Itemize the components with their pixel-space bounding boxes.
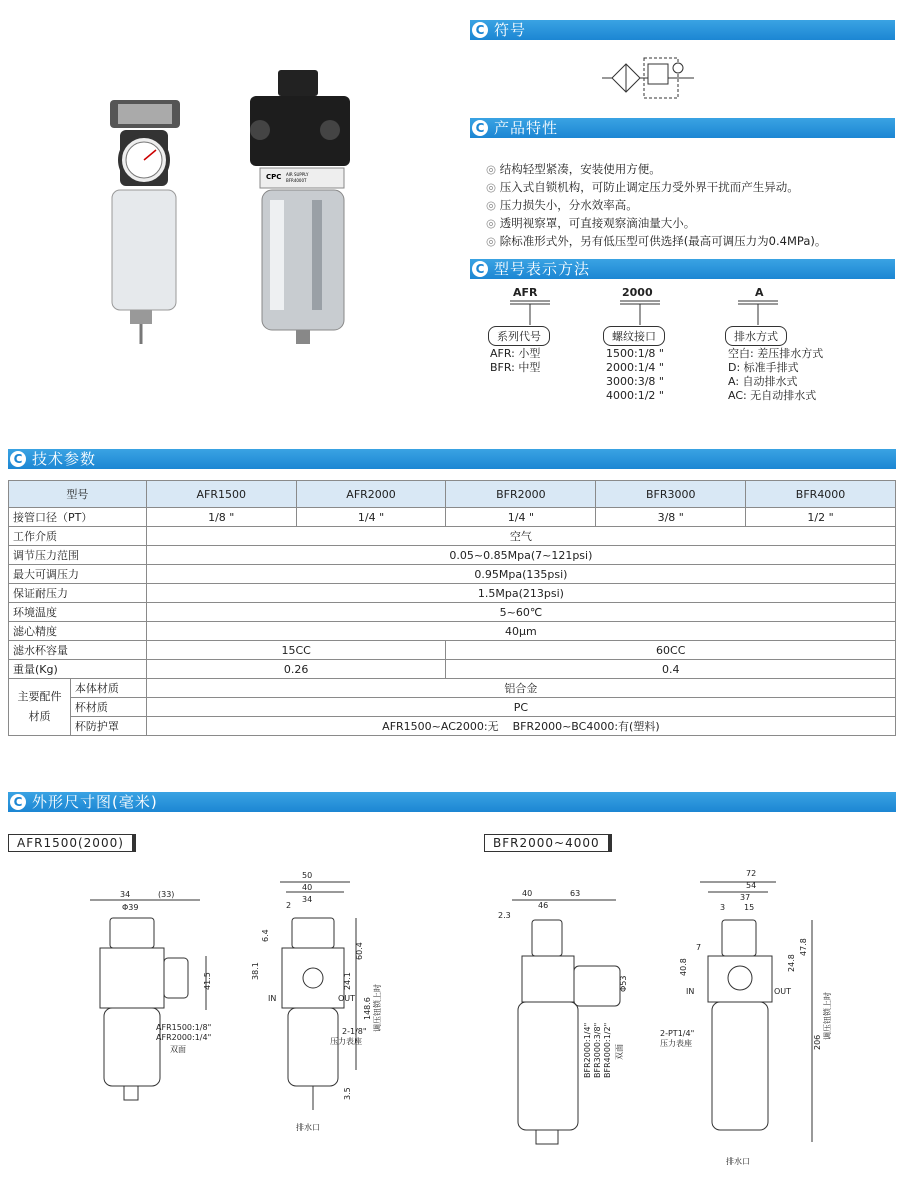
dimension-drawings (60, 860, 900, 1172)
table-row: 保证耐压力 1.5Mpa(213psi) (9, 584, 896, 603)
table-row: 杯材质 PC (9, 698, 896, 717)
features-list (486, 160, 896, 250)
dim-40: 40 (302, 883, 313, 892)
dim-60-4: 60.4 (355, 942, 364, 960)
dim-drain: 排水口 (296, 1123, 320, 1132)
drain-list: 空白: 差压排水方式 D: 标准手排式 A: 自动排水式 AC: 无自动排水式 (728, 347, 824, 402)
dim-double-b: 双面 (615, 1044, 624, 1060)
dim-lock-note: 调压钮锁上时 (373, 984, 382, 1032)
c-badge-icon: C (472, 120, 488, 136)
dim-3-5: 3.5 (343, 1087, 352, 1100)
dim-15: 15 (744, 903, 755, 912)
dim-phi53: Φ53 (619, 975, 628, 992)
table-row: 重量(Kg) 0.26 0.4 (9, 660, 896, 679)
dim-63: 63 (570, 889, 581, 898)
table-row: 环境温度 5~60℃ (9, 603, 896, 622)
c-badge-icon: C (472, 22, 488, 38)
dim-47-8: 47.8 (799, 938, 808, 956)
series-list: AFR: 小型 BFR: 中型 (490, 347, 541, 374)
spec-table (8, 480, 896, 736)
features-title: 产品特性 (494, 119, 559, 137)
model-code-series: AFR (513, 286, 538, 299)
model-code-thread: 2000 (622, 286, 653, 299)
dims-title: 外形尺寸图(毫米) (32, 793, 158, 811)
dim-in: IN (268, 994, 277, 1003)
features-header (470, 118, 895, 138)
dim-port-1500: AFR1500:1/8" (156, 1023, 212, 1032)
model-title: 型号表示方法 (494, 260, 591, 278)
afr-front-drawing (90, 900, 206, 1100)
model-header (470, 259, 895, 279)
table-row: 最大可调压力 0.95Mpa(135psi) (9, 565, 896, 584)
dim-6-4: 6.4 (261, 929, 270, 942)
spec-header (8, 449, 896, 469)
dim-50: 50 (302, 871, 313, 880)
spec-title: 技术参数 (32, 450, 97, 468)
dim-pt-b: 2-PT1/4" (660, 1029, 695, 1038)
dim-2: 2 (286, 901, 292, 910)
c-badge-icon: C (10, 451, 26, 467)
dim-24-8: 24.8 (787, 954, 796, 972)
table-row: 滤心精度 40μm (9, 622, 896, 641)
box-drain: 排水方式 (725, 326, 787, 346)
dim-54: 54 (746, 881, 757, 890)
dim-drain-b: 排水口 (726, 1157, 750, 1166)
dim-lock-note-b: 调压钮锁上时 (823, 992, 832, 1040)
dim-37: 37 (740, 893, 751, 902)
dim-phi39: Φ39 (122, 903, 139, 912)
bfr-side-drawing (700, 882, 812, 1142)
thread-list: 1500:1/8 " 2000:1/4 " 3000:3/8 " 4000:1/2 " (606, 347, 664, 402)
dim-3: 3 (720, 903, 726, 912)
box-thread: 螺纹接口 (603, 326, 665, 346)
symbol-title: 符号 (494, 21, 527, 39)
dim-gauge-seat: 压力表座 (330, 1037, 362, 1046)
box-series: 系列代号 (488, 326, 550, 346)
dim-double: 双面 (170, 1045, 186, 1054)
c-badge-icon: C (10, 794, 26, 810)
table-row: 接管口径（PT） 1/8 " 1/4 " 1/4 " 3/8 " 1/2 " (9, 508, 896, 527)
dim-206: 206 (813, 1034, 822, 1050)
photo-label1: AIR SUPPLY (286, 172, 309, 177)
dim-gauge-seat-b: 压力表座 (660, 1039, 692, 1048)
feature-item: ◎ 压入式自锁机构，可防止调定压力受外界干扰而产生异动。 (486, 178, 896, 196)
dim-pt: 2-1/8" (342, 1027, 367, 1036)
table-row: 工作介质 空气 (9, 527, 896, 546)
dim-33: (33) (158, 890, 175, 899)
bfr-unit (250, 70, 350, 344)
dim-40b: 40 (522, 889, 533, 898)
dim-41-5: 41.5 (203, 972, 212, 990)
tag-afr: AFR1500(2000) (8, 834, 133, 852)
dim-out-b: OUT (774, 987, 792, 996)
dim-7: 7 (696, 943, 702, 952)
dim-bfr4000: BFR4000:1/2" (603, 1022, 612, 1078)
feature-item: ◎ 透明视察罩，可直接观察滴油量大小。 (486, 214, 896, 232)
dim-34: 34 (120, 890, 131, 899)
dim-40-8: 40.8 (679, 958, 688, 976)
dim-2-3: 2.3 (498, 911, 511, 920)
dim-34b: 34 (302, 895, 313, 904)
feature-item: ◎ 结构轻型紧凑，安装使用方便。 (486, 160, 896, 178)
dim-out: OUT (338, 994, 356, 1003)
photo-brand: CPC (266, 173, 282, 181)
table-row: 杯防护罩 AFR1500~AC2000:无 BFR2000~BC4000:有(塑料) (9, 717, 896, 736)
table-row: 调节压力范围 0.05~0.85Mpa(7~121psi) (9, 546, 896, 565)
model-code-drain: A (755, 286, 764, 299)
symbol-header (470, 20, 895, 40)
dim-38-1: 38.1 (251, 962, 260, 980)
tag-bfr: BFR2000~4000 (484, 834, 609, 852)
dim-port-2000: AFR2000:1/4" (156, 1033, 212, 1042)
bfr-front-drawing (512, 900, 620, 1144)
table-row: 滤水杯容量 15CC 60CC (9, 641, 896, 660)
feature-item: ◎ 除标准形式外，另有低压型可供选择(最高可调压力为0.4MPa)。 (486, 232, 896, 250)
dim-bfr3000: BFR3000:3/8" (593, 1022, 602, 1078)
dim-24-1: 24.1 (343, 972, 352, 990)
dim-in-b: IN (686, 987, 695, 996)
dim-46: 46 (538, 901, 549, 910)
table-row: 型号 AFR1500 AFR2000 BFR2000 BFR3000 BFR4000 (9, 481, 896, 508)
feature-item: ◎ 压力损失小，分水效率高。 (486, 196, 896, 214)
dim-148-6: 148.6 (363, 997, 372, 1020)
table-row: 主要配件 材质 本体材质 铝合金 (9, 679, 896, 698)
dims-header (8, 792, 896, 812)
pneumatic-symbol (600, 50, 700, 110)
product-photo (90, 60, 410, 360)
afr-unit (110, 100, 180, 344)
dim-72: 72 (746, 869, 757, 878)
photo-label2: BFR4000T (286, 178, 307, 183)
c-badge-icon: C (472, 261, 488, 277)
dim-bfr2000: BFR2000:1/4" (583, 1022, 592, 1078)
